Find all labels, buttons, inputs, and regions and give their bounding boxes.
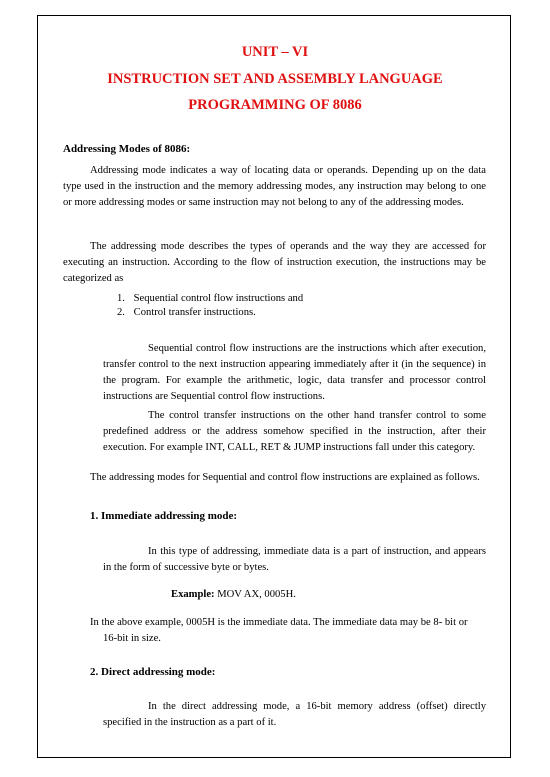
paragraph-addressing-mode-description: The addressing mode describes the types of operands and the way they are accessed for executing an instruction. According to the flow of instruction execution, the instructions may be categorized as (63, 241, 486, 284)
direct-addressing-heading: 2. Direct addressing mode: (90, 666, 216, 678)
chapter-title-line1: INSTRUCTION SET AND ASSEMBLY LANGUAGE (107, 71, 443, 87)
paragraph-immediate-addressing: In this type of addressing, immediate data is a part of instruction, and appears in the form of successive byte or bytes. (103, 546, 486, 573)
list-item: 2. Control transfer instructions. (117, 307, 256, 318)
paragraph-control-transfer: The control transfer instructions on the other hand transfer control to some predefined address or the address somehow specified in the instruction, after their execution. For example INT, CALL, RET & JUMP instructions fall under this category. (103, 410, 486, 453)
unit-title: UNIT – VI (241, 44, 309, 60)
paragraph-sequential-control: Sequential control flow instructions are the instructions which after execution, transfer control to the next instruction appearing immediately after it (in the sequence) in the program. For example the arithmetic, logic, data transfer and processor control instructions are Sequential control flow instructions. (103, 343, 486, 402)
chapter-title-line2: PROGRAMMING OF 8086 (188, 97, 362, 113)
paragraph-addressing-mode-definition: Addressing mode indicates a way of locating data or operands. Depending up on the data type used in the instruction and the memory addressing modes, any instruction may belong to one or more addressing modes or same instruction may not belong to any of the addressing modes. (63, 165, 486, 208)
example-line (171, 588, 296, 602)
list-item: 1. Sequential control flow instructions and (117, 293, 304, 304)
immediate-addressing-heading: 1. Immediate addressing mode: (90, 510, 238, 522)
paragraph-direct-addressing: In the direct addressing mode, a 16-bit memory address (offset) directly specified in the instruction as a part of it. (103, 701, 486, 728)
example-value: MOV AX, 0005H. (214, 589, 296, 600)
paragraph-addressing-modes-intro: The addressing modes for Sequential and control flow instructions are explained as follows. (90, 472, 480, 483)
addressing-modes-heading: Addressing Modes of 8086: (63, 143, 191, 155)
paragraph-immediate-data-line2: 16-bit in size. (103, 633, 161, 644)
paragraph-immediate-data-line1: In the above example, 0005H is the immediate data. The immediate data may be 8- bit or (90, 617, 468, 628)
example-label: Example: (171, 589, 215, 600)
